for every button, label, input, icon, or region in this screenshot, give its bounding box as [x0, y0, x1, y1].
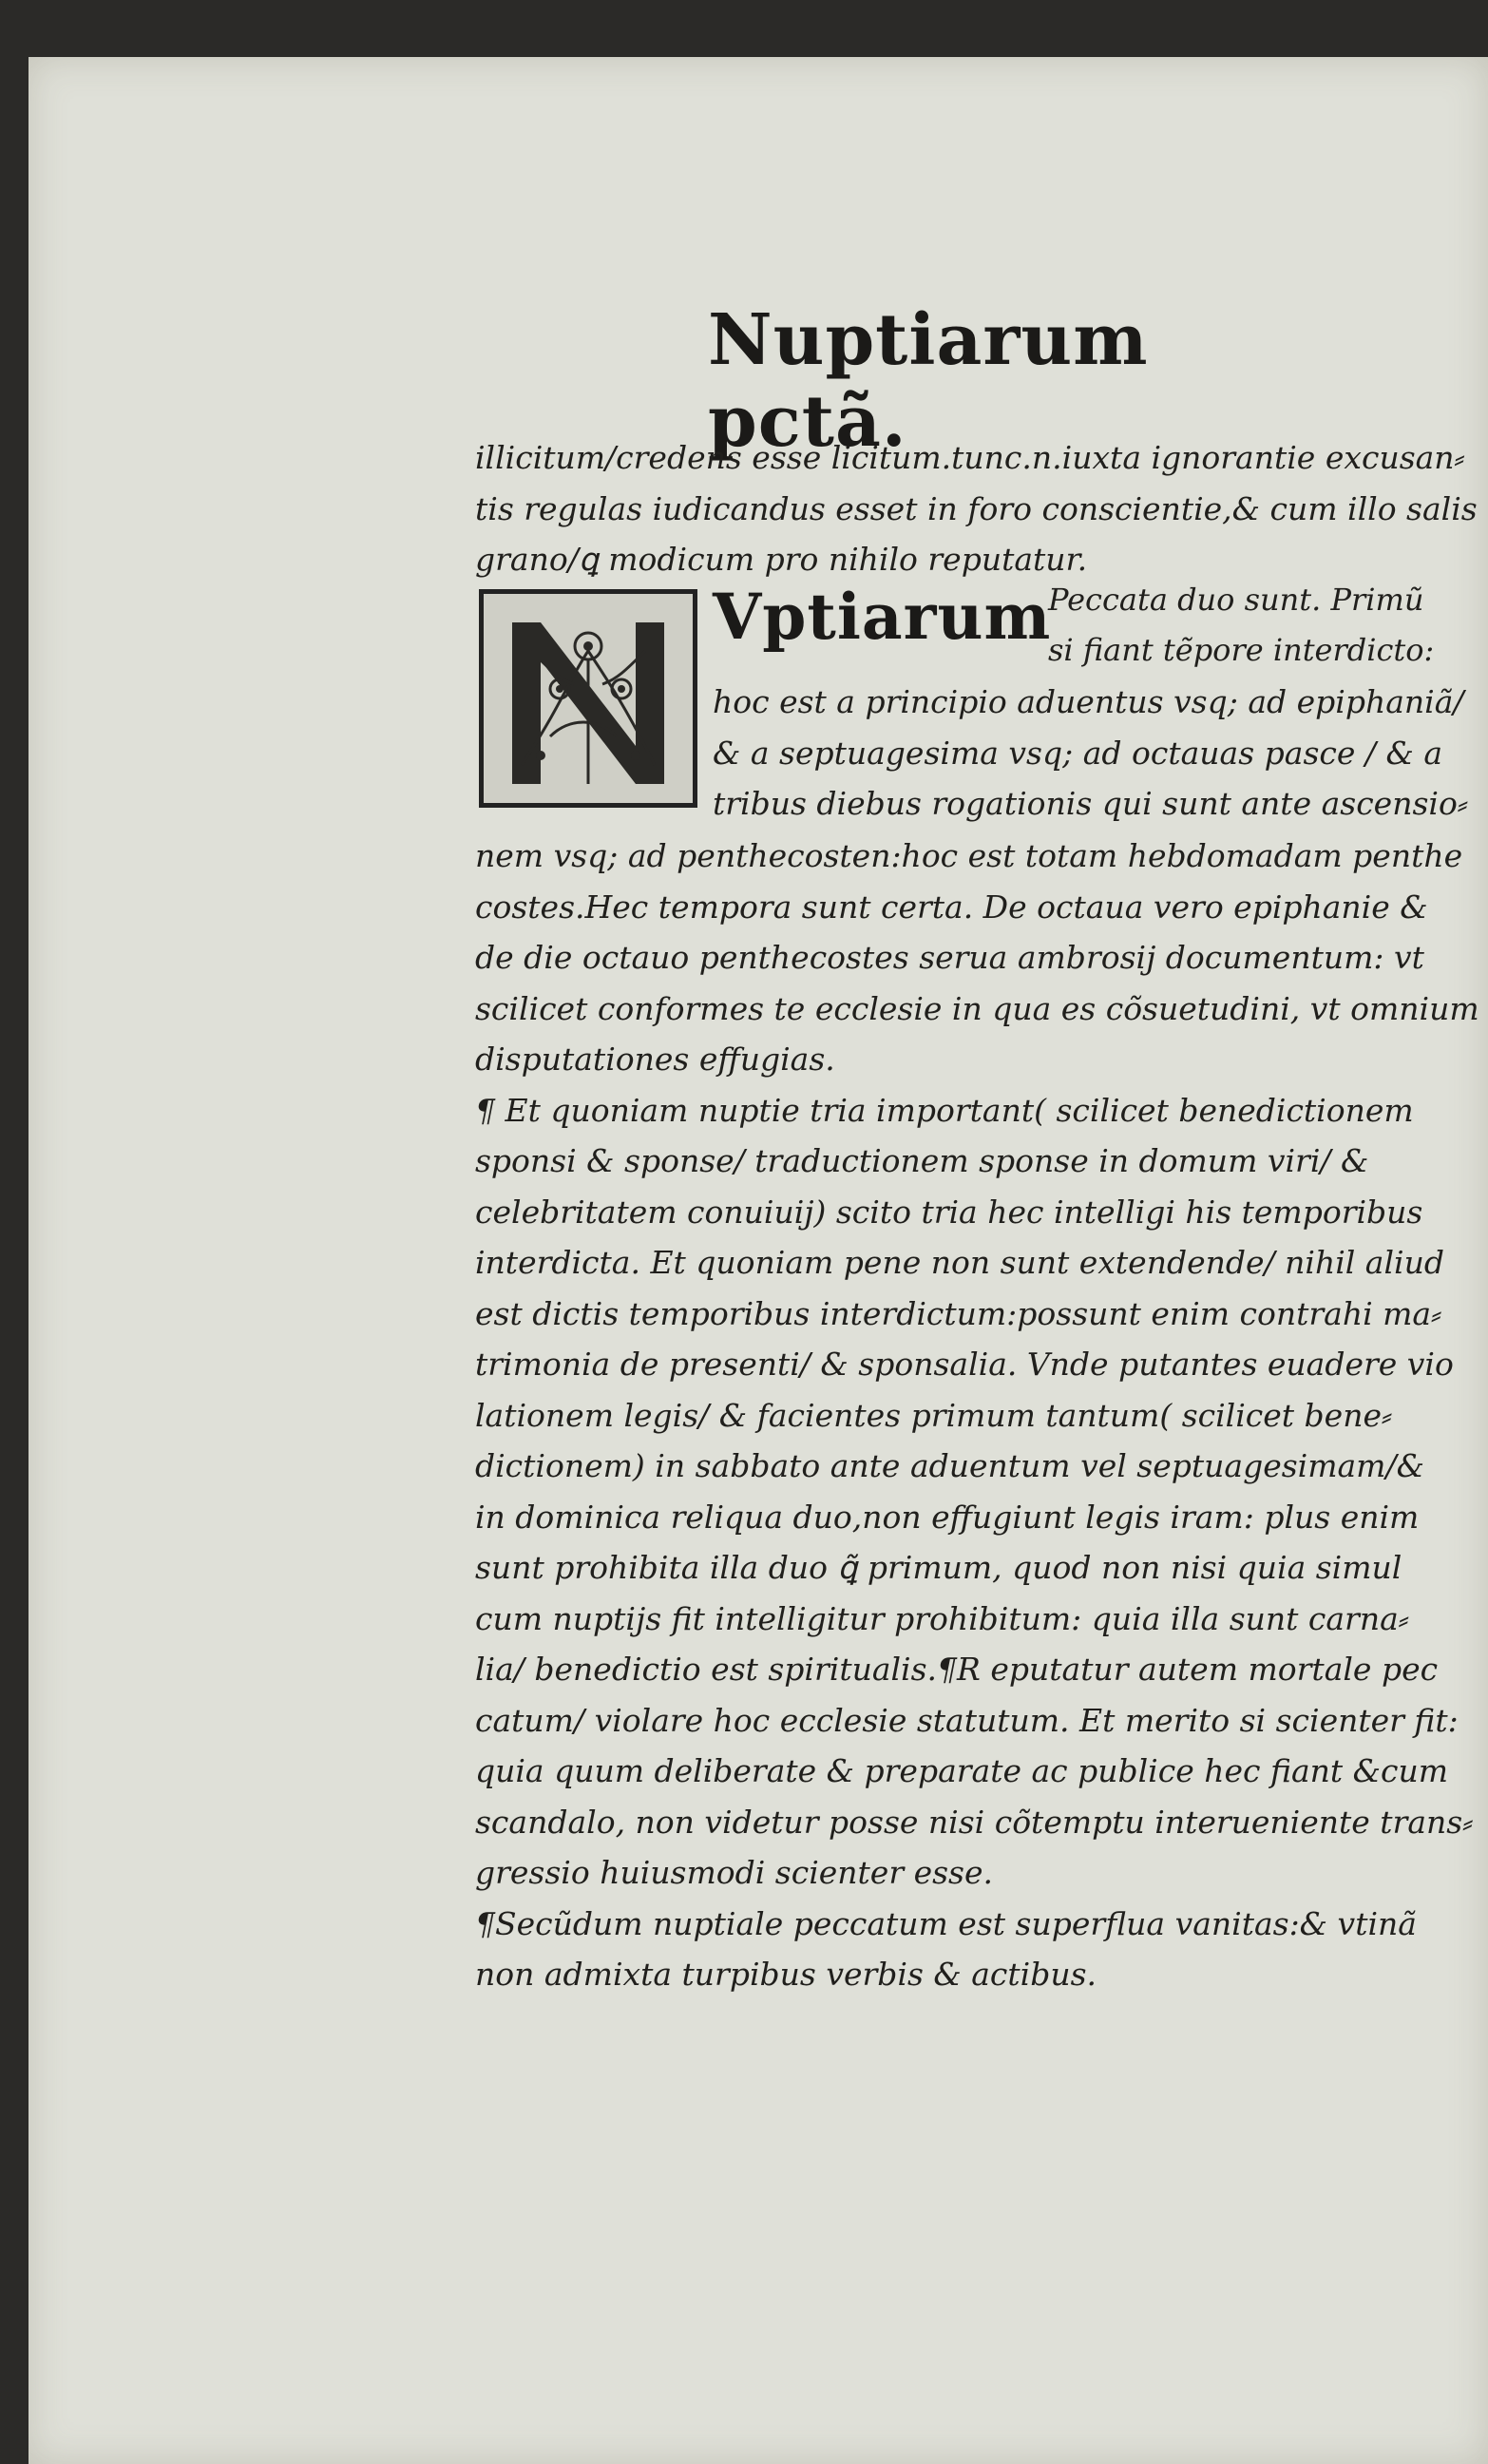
text-line: hoc est a principio aduentus vsq; ad epiphaniã/	[713, 683, 1464, 720]
text-line: cum nuptijs fit intelligitur prohibitum: quia illa sunt carna⸗	[475, 1599, 1409, 1637]
text-line: nem vsq; ad penthecosten:hoc est totam hebdomadam penthe	[475, 837, 1463, 874]
text-line: lationem legis/ & facientes primum tantum( scilicet bene⸗	[475, 1396, 1392, 1434]
text-line: dictionem) in sabbato ante aduentum vel septuagesimam/&	[475, 1447, 1424, 1484]
text-line: interdicta. Et quoniam pene non sunt extendende/ nihil aliud	[475, 1244, 1444, 1281]
right-column-text	[1048, 575, 1457, 676]
running-header: Nuptiarum pctã.	[708, 299, 1149, 463]
floral-initial-icon	[484, 594, 693, 803]
text-line: tribus diebus rogationis qui sunt ante ascensio⸗	[713, 785, 1468, 822]
text-line: ¶Secũdum nuptiale peccatum est superflua vanitas:& vtinã	[475, 1904, 1417, 1942]
text-line: scilicet conformes te ecclesie in qua es cõsuetudini, vt omnium	[475, 989, 1479, 1027]
text-line: sponsi & sponse/ traductionem sponse in domum viri/ &	[475, 1142, 1369, 1179]
text-line: scandalo, non videtur posse nisi cõtemptu interueniente trans⸗	[475, 1803, 1474, 1841]
text-line: disputationes effugias.	[475, 1041, 835, 1078]
text-line: grano/ꝗ modicum pro nihilo reputatur.	[475, 541, 1088, 578]
text-line: ¶ Et quoniam nuptie tria important( scilicet benedictionem	[475, 1091, 1414, 1129]
text-line: & a septuagesima vsq; ad octauas pasce / & a	[713, 734, 1443, 772]
text-line: de die octauo penthecostes serua ambrosij documentum: vt	[475, 939, 1424, 976]
text-line: Peccata duo sunt. Primũ	[1048, 582, 1424, 618]
text-line: si fiant tẽpore interdicto:	[1048, 632, 1435, 668]
text-line: costes.Hec tempora sunt certa. De octaua vero epiphanie &	[475, 888, 1428, 926]
text-line: tis regulas iudicandus esset in foro conscientie,& cum illo salis	[475, 489, 1478, 527]
indented-text	[713, 677, 1468, 830]
text-line: sunt prohibita illa duo ꝗ̃ primum, quod non nisi quia simul	[475, 1549, 1402, 1586]
text-line: catum/ violare hoc ecclesie statutum. Et merito si scienter fit:	[475, 1701, 1459, 1739]
book-page	[29, 57, 1488, 2464]
text-line: non admixta turpibus verbis & actibus.	[475, 1956, 1097, 1993]
text-line: gressio huiusmodi scienter esse.	[475, 1854, 994, 1891]
text-line: illicitum/credens esse licitum.tunc.n.iuxta ignorantie excusan⸗	[475, 439, 1465, 476]
text-line: quia quum deliberate & preparate ac publice hec fiant &cum	[475, 1752, 1449, 1789]
text-line: in dominica reliqua duo,non effugiunt legis iram: plus enim	[475, 1498, 1420, 1536]
text-line: lia/ benedictio est spiritualis.¶R eputatur autem mortale pec	[475, 1651, 1439, 1688]
drop-word: Vptiarum	[713, 580, 1052, 654]
text-line: celebritatem conuiuij) scito tria hec intelligi his temporibus	[475, 1193, 1423, 1231]
text-line: est dictis temporibus interdictum:possunt enim contrahi ma⸗	[475, 1294, 1442, 1332]
text-line: trimonia de presenti/ & sponsalia. Vnde putantes euadere vio	[475, 1346, 1454, 1383]
body-text	[475, 831, 1479, 2000]
decorated-initial-n	[479, 589, 697, 808]
intro-text	[475, 432, 1478, 585]
